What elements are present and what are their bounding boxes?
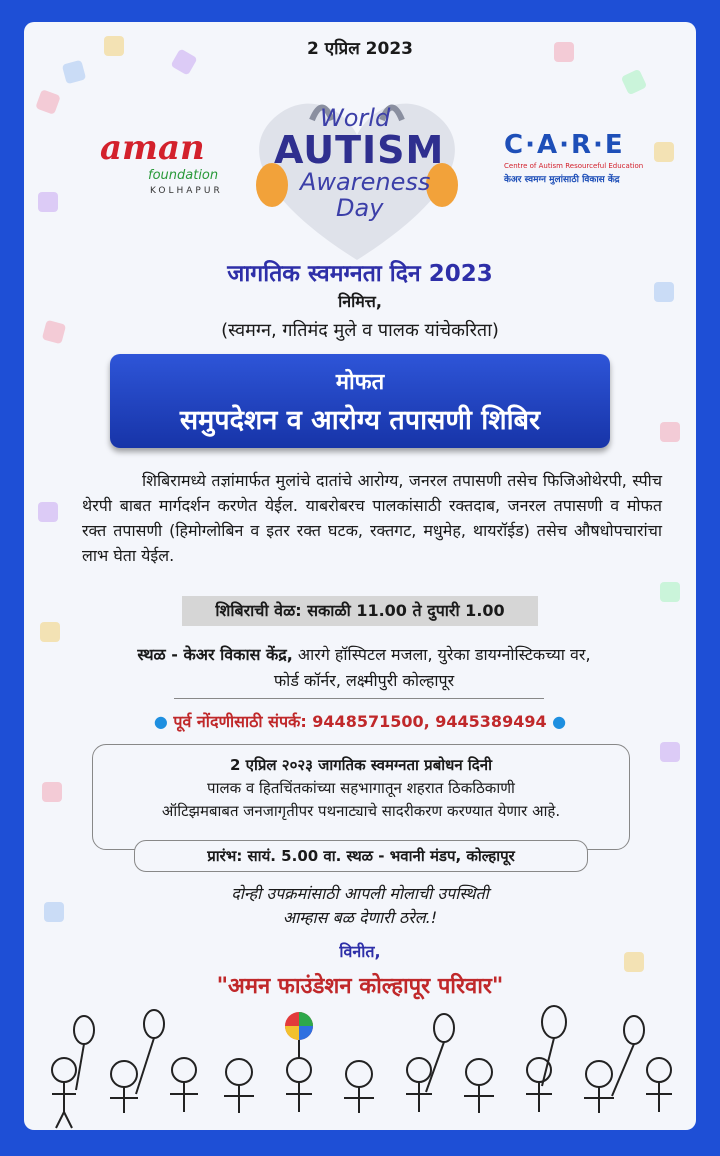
- wa-day-text: Day: [336, 194, 384, 222]
- camp-banner: [110, 354, 610, 448]
- aman-foundation-logo: [100, 128, 240, 218]
- box-line-2: पालक व हितचिंतकांच्या सहभागातून शहरात ठिकठिकाणी: [207, 779, 515, 797]
- divider: [174, 698, 544, 699]
- street-play-box: [92, 744, 630, 850]
- puzzle-piece-icon: [660, 422, 680, 442]
- bullet-icon: ●: [546, 712, 567, 731]
- event-date: 2 एप्रिल 2023: [307, 39, 413, 59]
- poster: [24, 22, 696, 1130]
- logo-aman-text: aman: [100, 128, 205, 168]
- puzzle-piece-icon: [38, 192, 58, 212]
- start-time-pill: प्रारंभ: सायं. 5.00 वा. स्थळ - भवानी मंडप, कोल्हापूर: [134, 840, 588, 872]
- puzzle-piece-icon: [654, 142, 674, 162]
- closing-line-1: दोन्ही उपक्रमांसाठी आपली मोलाची उपस्थिती: [231, 884, 489, 903]
- venue-label: स्थळ - केअर विकास केंद्र,: [137, 645, 293, 664]
- vinit-label: विनीत,: [339, 942, 381, 961]
- closing-message: [24, 882, 696, 930]
- description-paragraph: शिबिरामध्ये तज्ञांमार्फत मुलांचे दातांचे आरोग्य, जनरल तपासणी तसेच फिजिओथेरपी, स्पीच थेरपी बाबत मार्गदर्शन करणेत येईल. याबरोबरच पालकांसाठी रक्तदाब, जनरल तपासणी व मोफत रक्त तपासणी (हिमोग्लोबिन व इतर रक्त घटक, रक्तगट, मधुमेह, थायरॉईड) तसेच औषधोपचारांचा लाभ घेता येईल.: [82, 471, 662, 565]
- puzzle-piece-icon: [38, 502, 58, 522]
- wa-autism-text: AUTISM: [274, 128, 445, 172]
- puzzle-piece-icon: [621, 69, 648, 96]
- top-frame: [0, 0, 720, 22]
- venue-line-2: फोर्ड कॉर्नर, लक्ष्मीपुरी कोल्हापूर: [273, 671, 455, 690]
- contact-text: पूर्व नोंदणीसाठी संपर्क: 9448571500, 9445389494: [173, 712, 547, 731]
- wa-world-text: World: [320, 104, 391, 132]
- care-logo: [504, 130, 644, 185]
- care-logo-title: C·A·R·E: [504, 130, 625, 160]
- puzzle-piece-icon: [42, 782, 62, 802]
- venue-block: [74, 642, 654, 694]
- care-logo-sub-mr: केअर स्वमग्न मुलांसाठी विकास केंद्र: [504, 175, 620, 185]
- bullet-icon: ●: [153, 712, 174, 731]
- audience-line: (स्वमग्न, गतिमंद मुले व पालक यांचेकरिता): [221, 320, 499, 341]
- box-line-1: 2 एप्रिल २०२३ जागतिक स्वमग्नता प्रबोधन दिनी: [230, 756, 492, 774]
- banner-line-2: समुपदेशन व आरोग्य तपासणी शिबिर: [179, 405, 541, 436]
- sub-heading: निमित्त,: [338, 292, 382, 311]
- care-logo-sub-en: Centre of Autism Resourceful Education: [504, 162, 644, 170]
- puzzle-piece-icon: [40, 622, 60, 642]
- logo-city-text: KOLHAPUR: [150, 186, 223, 196]
- banner-line-1: मोफत: [335, 370, 385, 395]
- box-line-3: ऑटिझमबाबत जनजागृतीपर पथनाट्याचे सादरीकरण करण्यात येणार आहे.: [161, 802, 561, 820]
- closing-line-2: आम्हास बळ देणारी ठरेल.!: [282, 908, 438, 927]
- logo-foundation-text: foundation: [148, 168, 219, 183]
- contact-line: [24, 710, 696, 732]
- camp-time: शिबिराची वेळ: सकाळी 11.00 ते दुपारी 1.00: [182, 596, 538, 626]
- puzzle-piece-icon: [62, 60, 86, 84]
- main-heading: जागतिक स्वमग्नता दिन 2023: [227, 261, 493, 287]
- signature: "अमन फाउंडेशन कोल्हापूर परिवार": [216, 974, 504, 999]
- children-illustration: [24, 1000, 696, 1130]
- puzzle-piece-icon: [660, 742, 680, 762]
- wa-awareness-text: Awareness: [300, 168, 431, 196]
- venue-line-1: आरगे हॉस्पिटल मजला, युरेका डायग्नोस्टिकच्या वर,: [292, 645, 591, 664]
- puzzle-piece-icon: [35, 89, 61, 115]
- puzzle-piece-icon: [660, 582, 680, 602]
